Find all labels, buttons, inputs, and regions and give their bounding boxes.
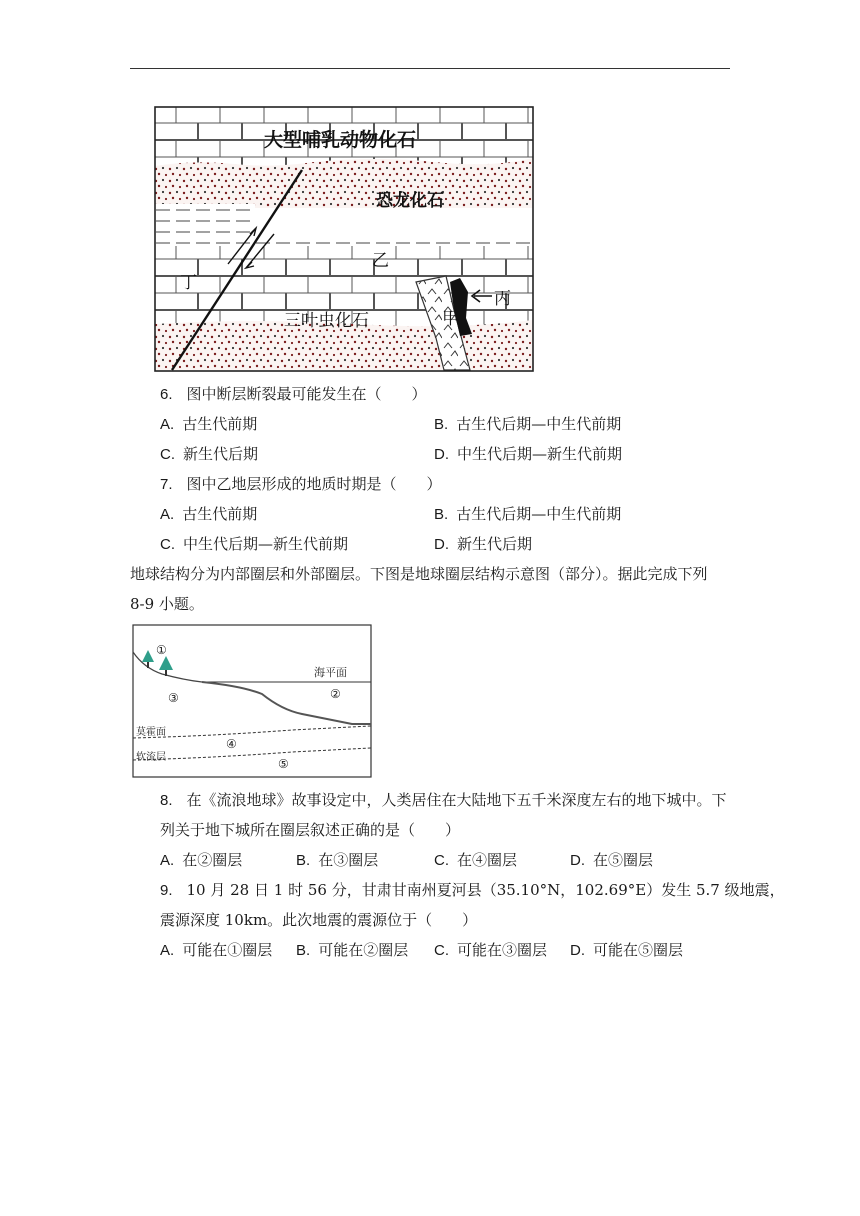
q8-stem-line-1: 8. 在《流浪地球》故事设定中，人类居住在大陆地下五千米深度左右的地下城中。下 — [160, 791, 727, 809]
sphere-1-label: ① — [156, 643, 167, 657]
sea-level-label: 海平面 — [314, 666, 347, 679]
q8-option-c: C. 在④圈层 — [434, 851, 518, 869]
q6-stem: 6. 图中断层断裂最可能发生在（ ） — [160, 385, 427, 403]
sphere-2-label: ② — [330, 687, 341, 701]
q8-option-a: A. 在②圈层 — [160, 851, 243, 869]
sphere-3-label: ③ — [168, 691, 179, 705]
mammal-fossil-label: 大型哺乳动物化石 — [264, 129, 417, 151]
q9-option-d: D. 可能在⑤圈层 — [570, 941, 684, 959]
sphere-4-label: ④ — [226, 737, 237, 751]
q8-option-b: B. 在③圈层 — [296, 851, 379, 869]
q6-option-a: A. 古生代前期 — [160, 415, 258, 433]
q9-stem-line-1: 9. 10 月 28 日 1 时 56 分，甘肃甘南州夏河县（35.10°N，102.69°E）发生 5.7 级地震， — [160, 881, 785, 899]
earth-sphere-figure — [132, 624, 372, 778]
strata-figure — [154, 106, 534, 372]
intro-line-2: 8-9 小题。 — [130, 595, 204, 613]
q6-option-c: C. 新生代后期 — [160, 445, 259, 463]
q7-option-a: A. 古生代前期 — [160, 505, 258, 523]
q8-option-d: D. 在⑤圈层 — [570, 851, 654, 869]
q8-stem-line-2: 列关于地下城所在圈层叙述正确的是（ ） — [160, 821, 461, 839]
asthenosphere-label: 软流层 — [136, 752, 166, 763]
q9-option-b: B. 可能在②圈层 — [296, 941, 409, 959]
q9-stem-line-2: 震源深度 10km。此次地震的震源位于（ ） — [160, 911, 478, 929]
trilobite-fossil-label: 三叶虫化石 — [284, 311, 369, 331]
q6-option-b: B. 古生代后期—中生代前期 — [434, 415, 622, 433]
q7-stem: 7. 图中乙地层形成的地质时期是（ ） — [160, 475, 442, 493]
moho-label: 莫霍面 — [136, 727, 166, 738]
dinosaur-fossil-label: 恐龙化石 — [376, 191, 444, 211]
intro-line-1: 地球结构分为内部圈层和外部圈层。下图是地球圈层结构示意图（部分）。据此完成下列 — [130, 565, 708, 583]
q6-option-d: D. 中生代后期—新生代前期 — [434, 445, 623, 463]
q7-option-d: D. 新生代后期 — [434, 535, 533, 553]
q7-option-c: C. 中生代后期—新生代前期 — [160, 535, 349, 553]
bing-label: 丙 — [494, 289, 511, 309]
header-rule — [130, 68, 730, 69]
stratum-yi-label: 乙 — [372, 251, 389, 271]
q7-option-b: B. 古生代后期—中生代前期 — [434, 505, 622, 523]
sphere-5-label: ⑤ — [278, 757, 289, 771]
ding-label: 丁 — [180, 273, 197, 293]
jia-label: 甲 — [442, 309, 459, 329]
q9-option-c: C. 可能在③圈层 — [434, 941, 548, 959]
q9-option-a: A. 可能在①圈层 — [160, 941, 273, 959]
